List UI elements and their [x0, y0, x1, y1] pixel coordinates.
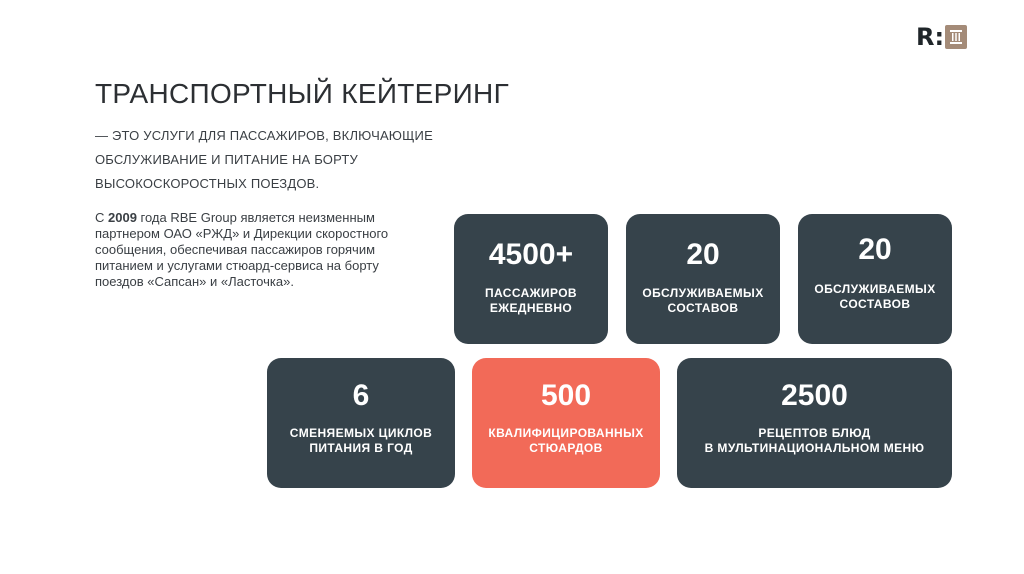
stat-value: 500	[540, 379, 592, 412]
description-prefix: С	[95, 210, 108, 225]
page-title: ТРАНСПОРТНЫЙ КЕЙТЕРИНГ	[95, 78, 510, 109]
description-line: партнером ОАО «РЖД» и Дирекции скоростного	[95, 226, 389, 241]
stat-label-line: СОСТАВОВ	[839, 297, 911, 311]
stat-value: 6	[352, 379, 370, 412]
stat-label	[798, 282, 952, 312]
stat-label-line: ПАССАЖИРОВ	[484, 286, 577, 300]
description-line	[95, 210, 440, 226]
stat-card-stewards	[472, 358, 660, 488]
stat-label-line: В МУЛЬТИНАЦИОНАЛЬНОМ МЕНЮ	[704, 441, 925, 455]
stat-label-line: КВАЛИФИЦИРОВАННЫХ	[488, 426, 644, 440]
rbe-logo	[916, 24, 1000, 50]
stat-label	[454, 286, 608, 316]
description	[95, 210, 440, 290]
logo-text: R:	[916, 23, 945, 51]
logo-mark-icon	[945, 25, 967, 49]
stat-value: 20	[858, 233, 892, 266]
stat-label-line: СТЮАРДОВ	[529, 441, 603, 455]
stat-value: 2500	[781, 379, 848, 412]
stat-label-line: ПИТАНИЯ В ГОД	[309, 441, 413, 455]
stat-label	[472, 426, 660, 456]
description-line: поездов «Сапсан» и «Ласточка».	[95, 274, 294, 289]
stat-label-line: СМЕНЯЕМЫХ ЦИКЛОВ	[289, 426, 433, 440]
stat-label	[677, 426, 952, 456]
stat-label-line: ОБСЛУЖИВАЕМЫХ	[814, 282, 936, 296]
subtitle-line: ОБСЛУЖИВАНИЕ И ПИТАНИЕ НА БОРТУ	[95, 152, 359, 167]
description-line: сообщения, обеспечивая пассажиров горячим	[95, 242, 376, 257]
stat-label-line: ЕЖЕДНЕВНО	[489, 301, 573, 315]
stat-card-menu-cycles	[267, 358, 455, 488]
stat-value: 20	[686, 238, 720, 271]
stat-card-passengers	[454, 214, 608, 344]
stat-label	[626, 286, 780, 316]
subtitle-line: — ЭТО УСЛУГИ ДЛЯ ПАССАЖИРОВ, ВКЛЮЧАЮЩИЕ	[95, 128, 433, 143]
description-line: питанием и услугами стюард-сервиса на борту	[95, 258, 379, 273]
subtitle	[95, 124, 455, 196]
subtitle-line: ВЫСОКОСКОРОСТНЫХ ПОЕЗДОВ.	[95, 176, 320, 191]
stat-label	[267, 426, 455, 456]
description-year: 2009	[108, 210, 137, 225]
description-suffix: года RBE Group является неизменным	[136, 210, 375, 225]
stat-label-line: РЕЦЕПТОВ БЛЮД	[758, 426, 871, 440]
stat-value: 4500+	[488, 238, 574, 271]
stat-label-line: ОБСЛУЖИВАЕМЫХ	[642, 286, 764, 300]
stat-card-trains-2	[798, 214, 952, 344]
stat-card-recipes	[677, 358, 952, 488]
stat-label-line: СОСТАВОВ	[667, 301, 739, 315]
stat-card-trains	[626, 214, 780, 344]
